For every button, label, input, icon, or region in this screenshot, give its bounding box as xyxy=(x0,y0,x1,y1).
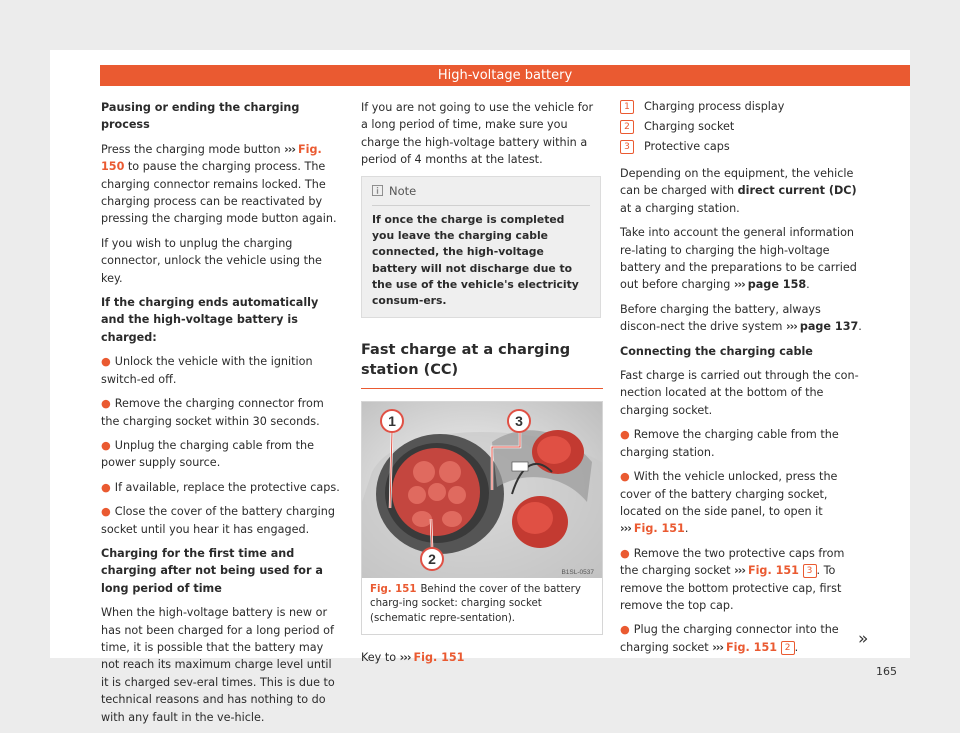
fig-link[interactable]: Fig. 151 xyxy=(633,522,685,536)
key-to-figure: Key to ››› Fig. 151 xyxy=(361,650,465,664)
fig-link[interactable]: Fig. 151 xyxy=(747,564,799,578)
figure-code: B1SL-0537 xyxy=(561,569,594,577)
list-item: ● With the vehicle unlocked, press the cover of the battery charging socket, located on the side panel, to open it ››› Fig. 151. xyxy=(620,470,838,536)
page-link[interactable]: page 137 xyxy=(799,320,859,334)
arrow-icon: ››› xyxy=(733,278,745,292)
paragraph-general-info: Take into account the general information re-lating to charging the high-voltage battery and the preparations to be carried out before charging ››› page 158. xyxy=(620,226,857,292)
list-item: ● Remove the charging connector from the charging socket within 30 seconds. xyxy=(101,397,324,428)
heading-first-time: Charging for the first time and charging after not being used for a long period of time xyxy=(101,546,323,595)
list-item: ● Remove the two protective caps from the charging socket ››› Fig. 151 3 . To remove the bottom protective cap, first remove the top cap. xyxy=(620,546,845,612)
list-item: ● If available, replace the protective caps. xyxy=(101,480,340,494)
bullet-dot-icon: ● xyxy=(101,505,111,519)
heading-connecting: Connecting the charging cable xyxy=(620,344,813,358)
bullet-dot-icon: ● xyxy=(101,438,111,452)
list-item: ● Unlock the vehicle with the ignition switch-ed off. xyxy=(101,355,313,386)
page-header xyxy=(100,65,910,86)
note-title: Note xyxy=(372,183,590,206)
fig-link[interactable]: Fig. 151 xyxy=(726,640,778,654)
figure-key-list xyxy=(620,97,862,157)
note-body: If once the charge is completed you leave the charging cable connected, the high-voltage battery will not discharge due to the use of the vehicle's electricity consum-ers. xyxy=(372,213,579,308)
info-icon xyxy=(372,185,383,196)
bullet-dot-icon: ● xyxy=(101,397,111,411)
fig-link[interactable]: Fig. 151 xyxy=(413,650,465,664)
paragraph-dc: Depending on the equipment, the vehicle can be charged with direct current (DC) at a charging station. xyxy=(620,167,857,215)
paragraph-new-battery: When the high-voltage battery is new or has not been charged for a long period of time, it is possible that the battery may not reach its maximum charge level until it is charged sev-eral times. This is due to technical reasons and has nothing to do with any fault in the ve-hicle. xyxy=(101,606,335,724)
heading-pausing: Pausing or ending the charging process xyxy=(101,101,300,132)
section-title: Fast charge at a charging station (CC) xyxy=(361,340,603,389)
heading-charge-ends: If the charging ends automatically and the high-voltage battery is charged: xyxy=(101,296,319,344)
bullet-dot-icon: ● xyxy=(101,355,111,369)
bullet-dot-icon: ● xyxy=(620,546,630,560)
arrow-icon: ››› xyxy=(712,640,724,654)
paragraph-charging-button: Press the charging mode button ››› Fig. 150 to pause the charging process. The charging connector remains locked. The charging process can be reactivated by pressing the charging mode button again. xyxy=(101,142,337,226)
list-item: ● Plug the charging connector into the charging socket ››› Fig. 151 2 . xyxy=(620,623,839,654)
caption-label: Fig. 151 xyxy=(370,584,417,596)
list-item: 1 Charging process display xyxy=(620,97,862,117)
paragraph-fast-charge: Fast charge is carried out through the con-nection located at the bottom of the charging socket. xyxy=(620,369,859,417)
list-item: ● Close the cover of the battery charging socket until you hear it has engaged. xyxy=(101,505,335,536)
note-box xyxy=(361,176,601,319)
list-item: 2 Charging socket xyxy=(620,117,862,137)
bullet-dot-icon: ● xyxy=(101,480,111,494)
svg-text:2: 2 xyxy=(428,551,436,568)
list-item: ● Remove the charging cable from the charging station. xyxy=(620,428,839,459)
paragraph-unplug: If you wish to unplug the charging connector, unlock the vehicle using the key. xyxy=(101,236,322,285)
svg-text:3: 3 xyxy=(515,413,523,430)
paragraph-disconnect: Before charging the battery, always discon-nect the drive system ››› page 137. xyxy=(620,302,862,334)
middle-column xyxy=(361,99,603,673)
callout-2 xyxy=(421,548,443,570)
arrow-icon: ››› xyxy=(786,320,797,334)
figure-caption: Fig. 151 Behind the cover of the battery charg-ing socket: charging socket (schematic repre-sentation). xyxy=(370,584,581,624)
left-column xyxy=(101,99,341,733)
right-column xyxy=(620,97,862,663)
figure-151 xyxy=(361,401,603,635)
charging-socket-illustration xyxy=(362,402,602,578)
arrow-icon: ››› xyxy=(399,650,411,664)
manual-page xyxy=(50,50,910,724)
section-header-title: High-voltage battery xyxy=(437,68,573,83)
svg-text:1: 1 xyxy=(388,413,396,430)
list-item: 3 Protective caps xyxy=(620,137,862,157)
paragraph-long-period: If you are not going to use the vehicle for a long period of time, make sure you charge the high-voltage battery within a period of 4 months at the latest. xyxy=(361,101,594,167)
bullet-dot-icon: ● xyxy=(620,470,630,484)
callout-3 xyxy=(508,410,530,432)
arrow-icon: ››› xyxy=(620,522,631,536)
list-item: ● Unplug the charging cable from the power supply source. xyxy=(101,438,314,470)
callout-1 xyxy=(381,410,403,432)
arrow-icon: ››› xyxy=(734,564,745,578)
fig-link[interactable]: Fig. 150 xyxy=(101,142,322,174)
page-number: 165 xyxy=(876,665,897,678)
page-link[interactable]: page 158 xyxy=(747,278,807,292)
continue-marker: » xyxy=(858,629,869,649)
arrow-icon: ››› xyxy=(284,142,295,156)
bullet-dot-icon: ● xyxy=(620,428,630,442)
bullet-dot-icon: ● xyxy=(620,623,630,637)
